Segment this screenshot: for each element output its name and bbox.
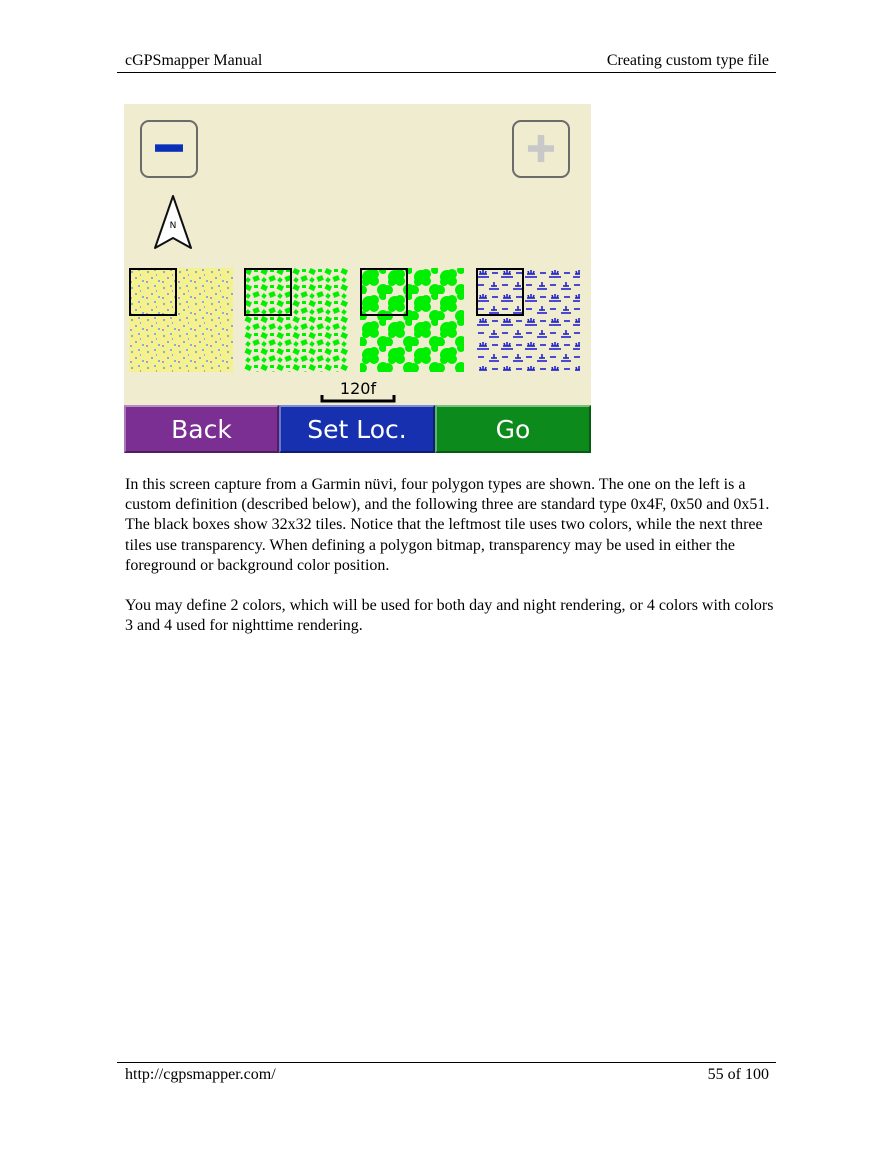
minus-icon xyxy=(142,122,196,176)
plus-icon xyxy=(514,122,568,176)
compass-north-icon xyxy=(152,194,194,252)
map-scale xyxy=(320,380,396,404)
header-title: cGPSmapper Manual xyxy=(125,52,263,69)
scale-bar-icon xyxy=(320,394,396,404)
zoom-in-button[interactable] xyxy=(512,120,570,178)
footer-url: http://cgpsmapper.com/ xyxy=(125,1066,276,1083)
set-location-button[interactable]: Set Loc. xyxy=(279,405,435,453)
back-button[interactable]: Back xyxy=(124,405,279,453)
body-paragraph: In this screen capture from a Garmin nüvi, four polygon types are shown. The one on the left is a custom definition (described below), and the following three are standard type 0x4F, 0x50 and 0x51. The black boxes show 32x32 tiles. Notice that the leftmost tile uses two colors, while the next three tiles use transparency. When defining a polygon bitmap, transparency may be used in either the foreground or background color position. xyxy=(125,476,770,574)
header-section: Creating custom type file xyxy=(606,52,769,69)
scale-label: 120f xyxy=(339,379,377,398)
header-rule xyxy=(117,72,776,73)
bottom-nav xyxy=(124,405,591,453)
page-number: 55 of 100 xyxy=(707,1066,769,1083)
zoom-out-button[interactable] xyxy=(140,120,198,178)
tile-outline xyxy=(476,268,524,316)
body-paragraph: You may define 2 colors, which will be used for both day and night rendering, or 4 colors with colors 3 and 4 used for nighttime rendering. xyxy=(125,597,774,635)
tile-outline xyxy=(129,268,177,316)
tile-outline xyxy=(360,268,408,316)
go-button[interactable]: Go xyxy=(435,405,591,453)
device-screenshot xyxy=(124,104,591,453)
tile-outline xyxy=(244,268,292,316)
compass-label: N xyxy=(169,221,177,231)
footer-rule xyxy=(117,1062,776,1063)
